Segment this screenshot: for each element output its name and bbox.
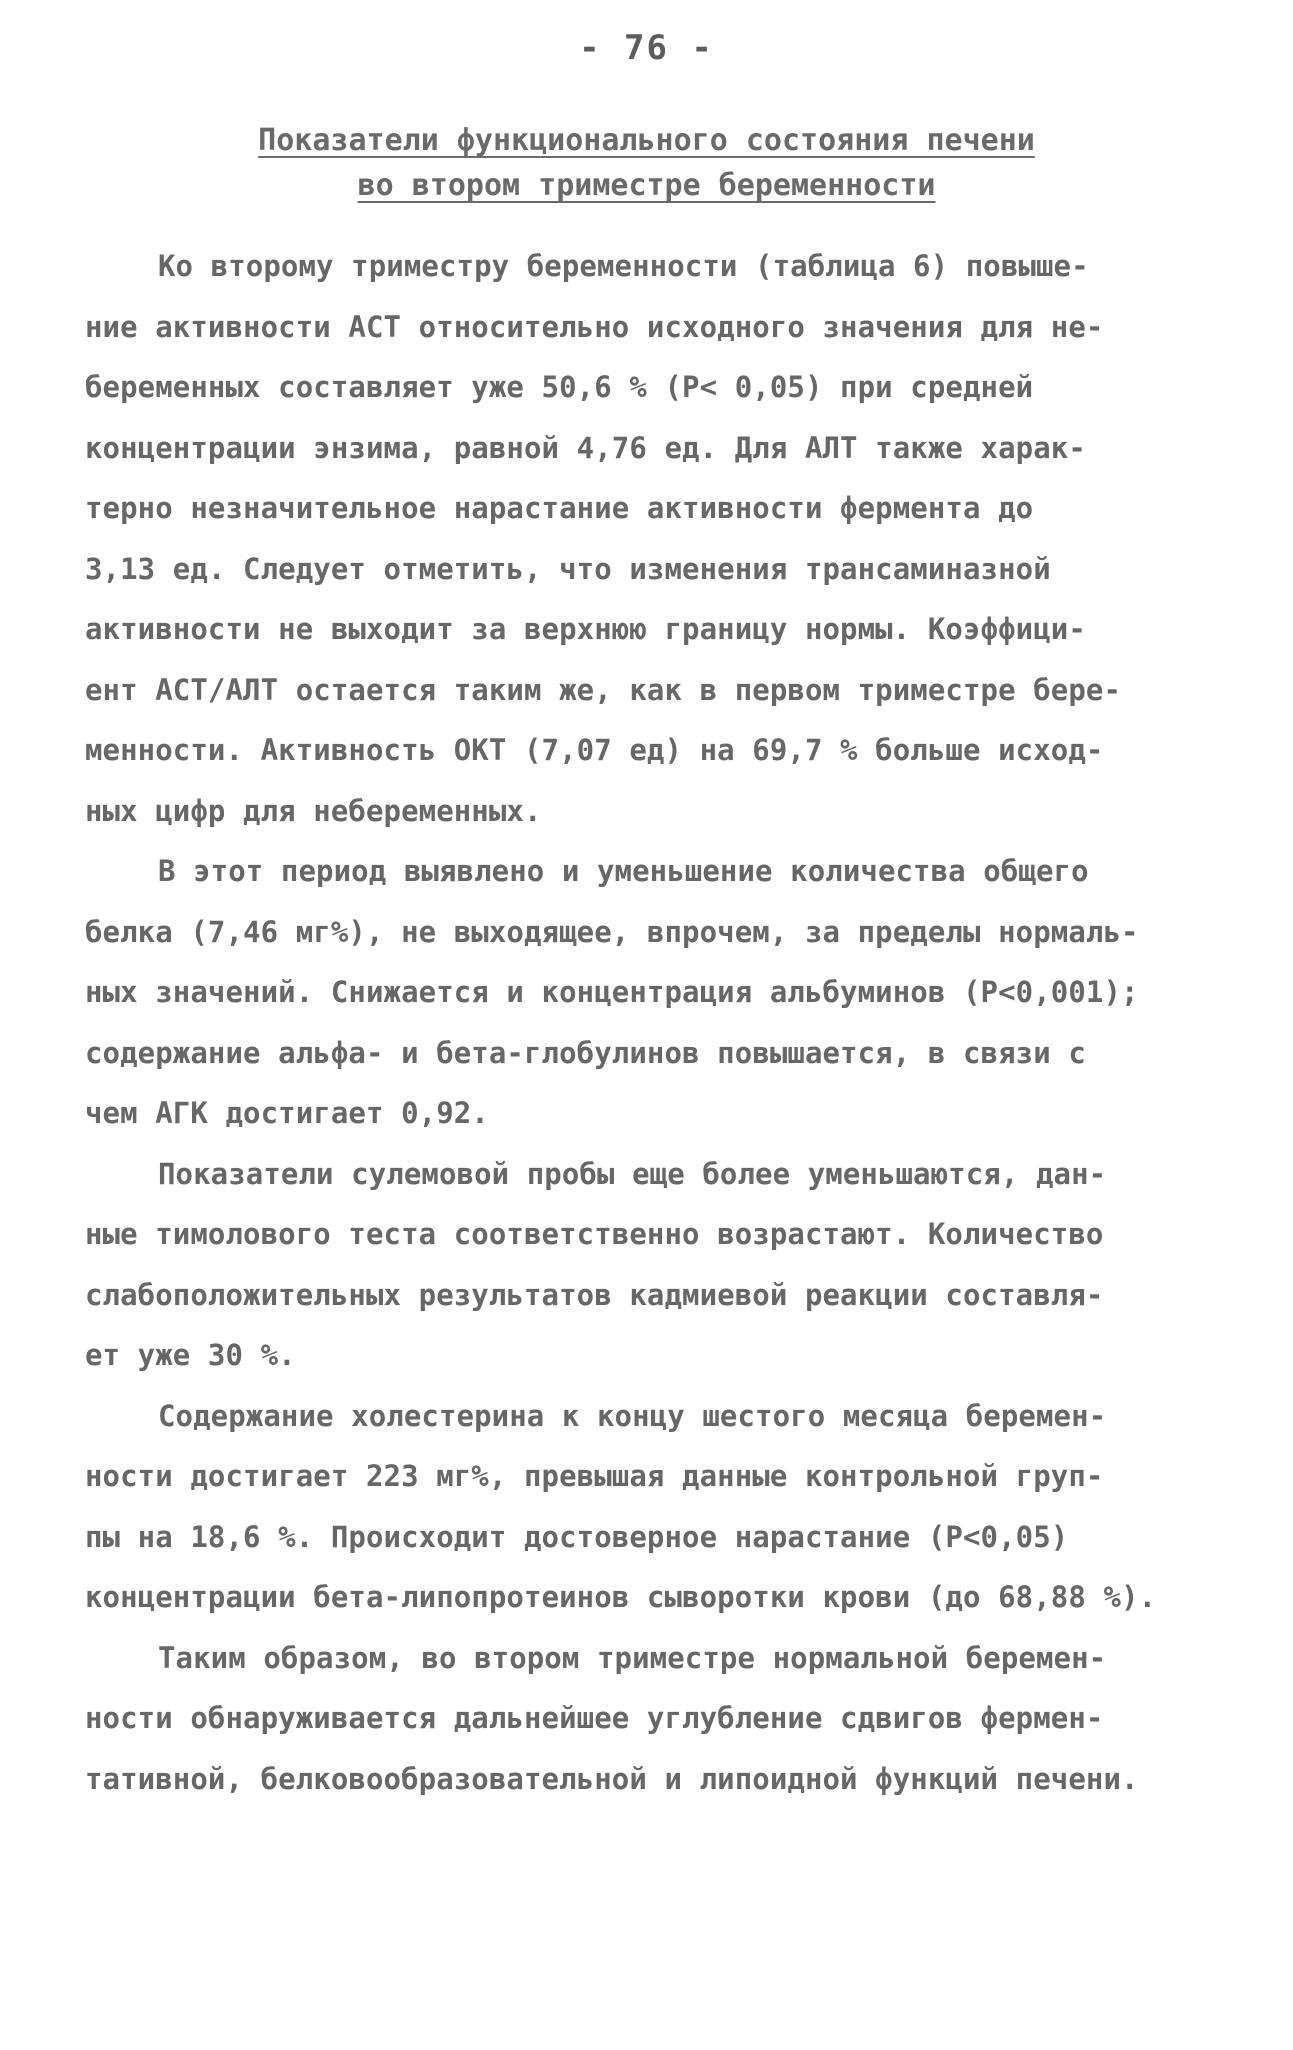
text-line: слабоположительных результатов кадмиевой реакции составля- <box>85 1277 1104 1312</box>
text-line: Показатели сулемовой пробы еще более уменьшаются, дан- <box>158 1156 1107 1191</box>
text-line: менности. Активность ОКТ (7,07 ед) на 69,7 % больше исход- <box>85 733 1104 767</box>
text-line: ности достигает 223 мг%, превышая данные контрольной груп- <box>85 1459 1104 1493</box>
text-line: В этот период выявлено и уменьшение количества общего <box>158 854 1089 888</box>
text-line: тативной, белковообразовательной и липоидной функций печени. <box>85 1761 1139 1796</box>
text-line: ных цифр для небеременных. <box>85 793 542 828</box>
text-line: ные тимолового теста соответственно возрастают. Количество <box>85 1217 1104 1251</box>
body-text <box>85 236 1215 1809</box>
text-line: терно незначительное нарастание активности фермента до <box>85 491 1034 525</box>
paragraph <box>85 1386 1215 1628</box>
paragraph <box>85 841 1215 1144</box>
heading-line-2-text: во втором триместре беременности <box>357 168 936 203</box>
paragraph <box>85 236 1215 841</box>
text-line: концентрации бета-липопротеинов сыворотки крови (до 68,88 %). <box>85 1580 1157 1614</box>
text-line: Ко второму триместру беременности (таблица 6) повыше- <box>158 249 1089 283</box>
text-line: 3,13 ед. Следует отметить, что изменения трансаминазной <box>85 551 1051 586</box>
text-line: чем АГК достигает 0,92. <box>85 1096 489 1130</box>
text-line: содержание альфа- и бета-глобулинов повышается, в связи с <box>85 1035 1086 1070</box>
text-line: Содержание холестерина к концу шестого месяца беремен- <box>158 1398 1107 1433</box>
text-line: белка (7,46 мг%), не выходящее, впрочем, за пределы нормаль- <box>85 914 1139 949</box>
text-line: ных значений. Снижается и концентрация альбуминов (P<0,001); <box>85 975 1139 1009</box>
page-number: - 76 - <box>579 28 714 68</box>
text-line: ние активности АСТ относительно исходного значения для не- <box>85 309 1104 344</box>
heading-line-1 <box>0 118 1293 163</box>
text-line: Таким образом, во втором триместре нормальной беремен- <box>158 1640 1107 1675</box>
text-line: ности обнаруживается дальнейшее углубление сдвигов фермен- <box>85 1701 1104 1735</box>
text-line: активности не выходит за верхнюю границу нормы. Коэффици- <box>85 612 1086 646</box>
text-line: ент АСТ/АЛТ остается таким же, как в первом триместре бере- <box>85 672 1122 707</box>
section-heading <box>0 118 1293 208</box>
heading-line-1-text: Показатели функционального состояния печени <box>258 123 1035 158</box>
text-line: ет уже 30 %. <box>85 1338 296 1372</box>
paragraph <box>85 1628 1215 1810</box>
text-line: пы на 18,6 %. Происходит достоверное нарастание (P<0,05) <box>85 1519 1069 1554</box>
heading-line-2 <box>0 163 1293 208</box>
text-line: беременных составляет уже 50,6 % (P< 0,05) при средней <box>85 370 1034 404</box>
paragraph <box>85 1144 1215 1386</box>
text-line: концентрации энзима, равной 4,76 ед. Для АЛТ также харак- <box>85 430 1086 465</box>
